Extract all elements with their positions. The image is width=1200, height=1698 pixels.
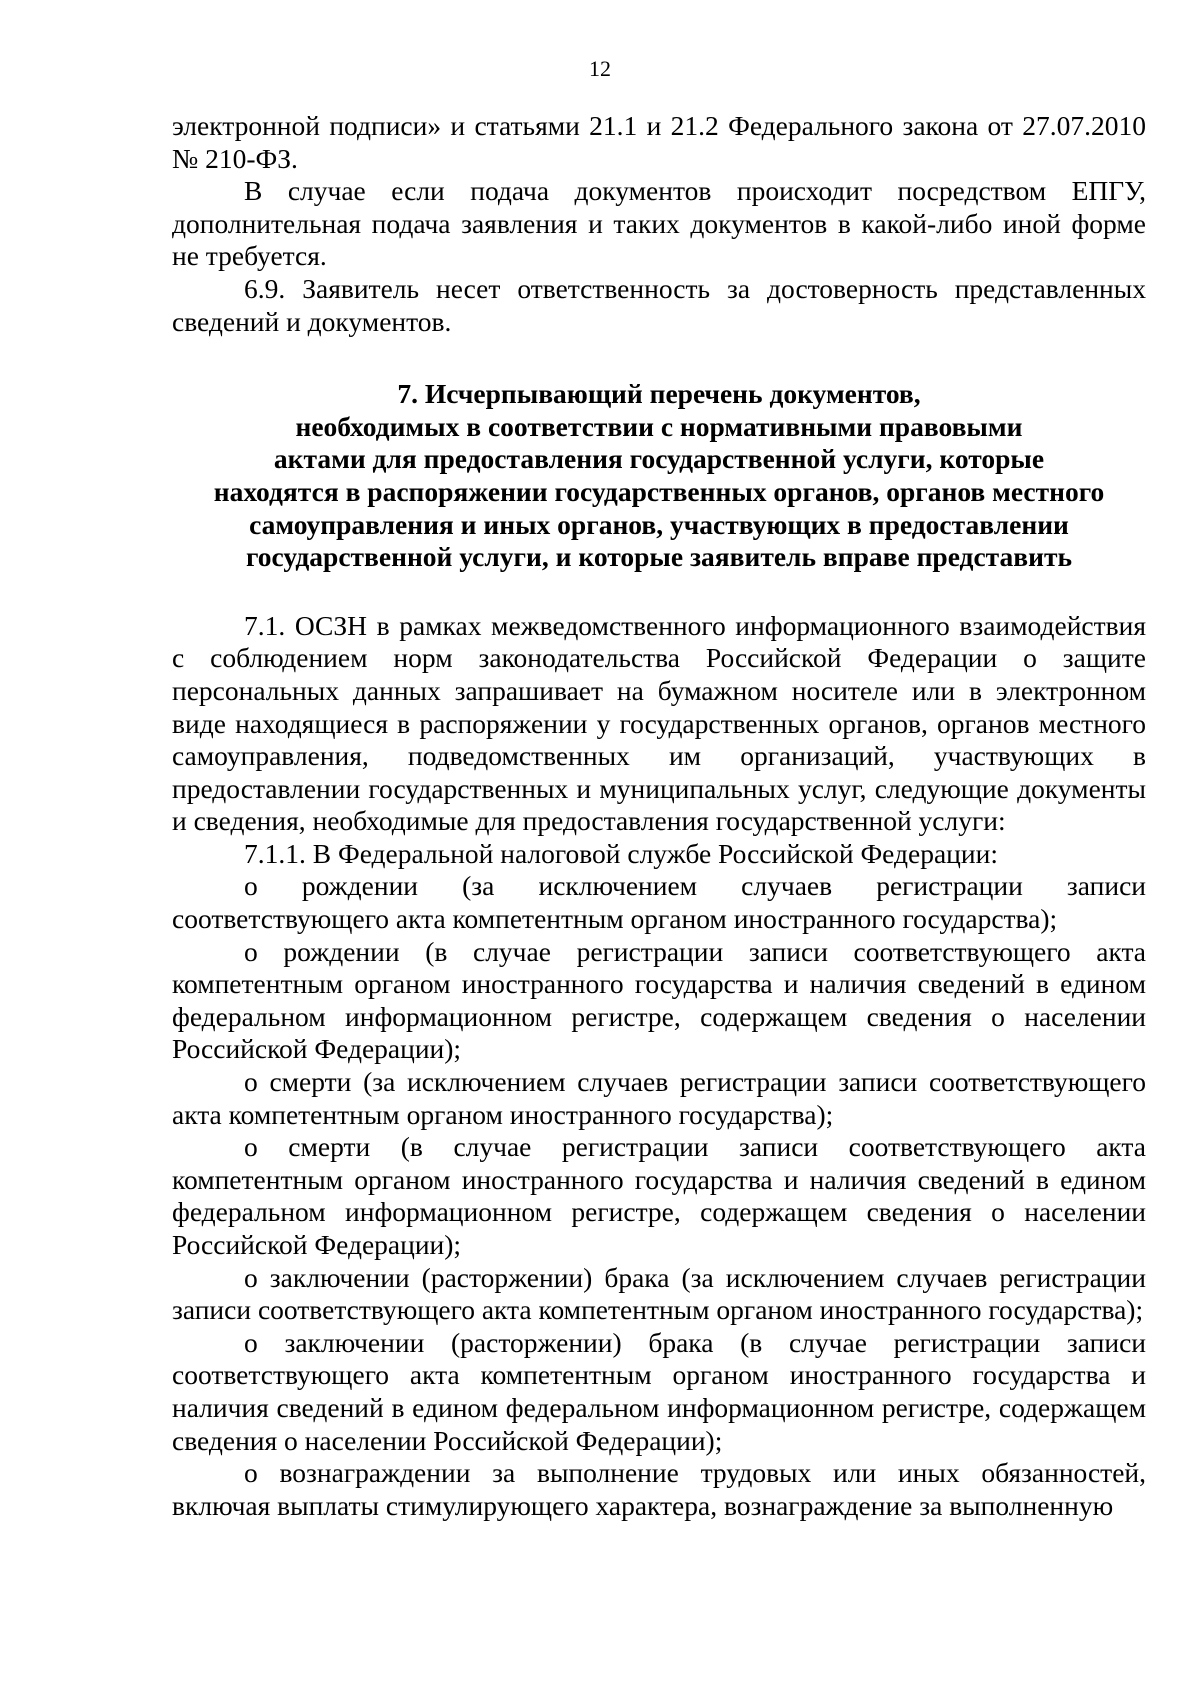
heading-line: самоуправления и иных органов, участвующих в предоставлении: [249, 508, 1069, 540]
paragraph-6-9: 6.9. Заявитель несет ответственность за достоверность представленных сведений и документов.: [172, 272, 1146, 337]
paragraph-continuation: электронной подписи» и статьями 21.1 и 21.2 Федерального закона от 27.07.2010 № 210-ФЗ.: [172, 110, 1146, 174]
list-item-remuneration: о вознаграждении за выполнение трудовых или иных обязанностей, включая выплаты стимулирующего характера, вознаграждение за выполненную: [172, 1457, 1146, 1521]
list-item-death-foreign-excluded: о смерти (за исключением случаев регистрации записи соответствующего акта компетентным органом иностранного государства);: [172, 1066, 1146, 1130]
heading-line: находятся в распоряжении государственных органов, органов местного: [213, 475, 1105, 507]
heading-line: необходимых в соответствии с нормативными правовыми: [295, 410, 1023, 442]
paragraph-7-1: 7.1. ОСЗН в рамках межведомственного информационного взаимодействия с соблюдением норм законодательства Российской Федерации о защите персональных данных запрашивает на бумажном носителе или в электронном виде находящиеся в распоряжении у государственных органов, органов местного самоуправления, подведомственных им организаций, участвующих в предоставлении государственных и муниципальных услуг, следующие документы и сведения, необходимые для предоставления государственной услуги:: [172, 609, 1146, 837]
section-heading: [172, 378, 1146, 574]
list-item-death-foreign: о смерти (в случае регистрации записи соответствующего акта компетентным органом иностранного государства и наличия сведений в едином федеральном информационном регистре, содержащем сведения о населении Российской Федерации);: [172, 1131, 1146, 1260]
document-body: [172, 110, 1146, 1522]
heading-line: актами для предоставления государственной услуги, которые: [273, 443, 1045, 475]
list-item-marriage-foreign: о заключении (расторжении) брака (в случае регистрации записи соответствующего акта компетентным органом иностранного государства и наличия сведений в едином федеральном информационном регистре, содержащем сведения о населении Российской Федерации);: [172, 1326, 1146, 1456]
heading-line: государственной услуги, и которые заявитель вправе представить: [245, 541, 1073, 573]
list-item-marriage-foreign-excluded: о заключении (расторжении) брака (за исключением случаев регистрации записи соответствующего акта компетентным органом иностранного государства);: [172, 1261, 1146, 1326]
page-number: 12: [589, 56, 611, 81]
paragraph-epgu: В случае если подача документов происходит посредством ЕПГУ, дополнительная подача заявления и таких документов в какой-либо иной форме не требуется.: [172, 175, 1146, 272]
list-item-birth-foreign-excluded: о рождении (за исключением случаев регистрации записи соответствующего акта компетентным органом иностранного государства);: [172, 870, 1146, 935]
heading-line: 7. Исчерпывающий перечень документов,: [397, 378, 921, 410]
paragraph-7-1-1: 7.1.1. В Федеральной налоговой службе Российской Федерации:: [244, 837, 998, 869]
list-item-birth-foreign: о рождении (в случае регистрации записи соответствующего акта компетентным органом иностранного государства и наличия сведений в едином федеральном информационном регистре, содержащем сведения о населении Российской Федерации);: [172, 935, 1146, 1065]
